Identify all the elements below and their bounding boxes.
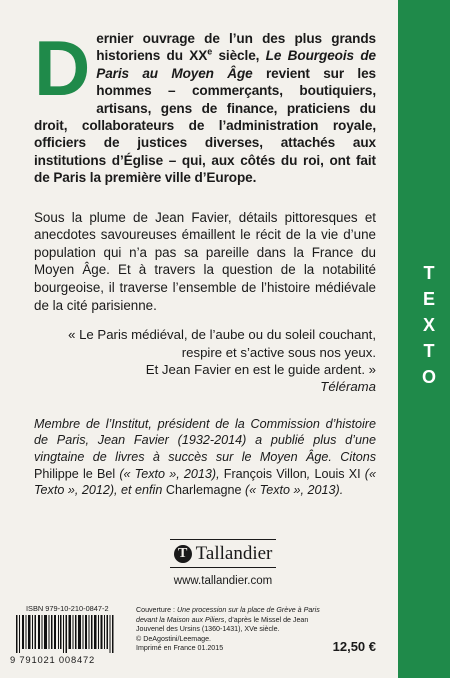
price: 12,50 €: [332, 639, 376, 654]
bio-text: (« Texto », 2013),: [115, 466, 224, 481]
quote-source: Télérama: [320, 379, 376, 395]
quote-line: Et Jean Favier en est le guide ardent. »: [145, 362, 376, 378]
bio-text: (« Texto », 2012), et enfin: [34, 466, 377, 498]
publisher-logo: [170, 539, 277, 568]
blurb: [34, 24, 377, 499]
barcode-block: [10, 604, 126, 672]
publisher-website: www.tallandier.com: [173, 575, 273, 587]
collection-name: [418, 262, 440, 388]
credits-caption: Une procession sur la place de Grève à Paris devant la Maison aux Piliers: [136, 606, 320, 624]
intro-text-1: ernier ouvrage de l’un des plus grands historiens du XX: [96, 31, 376, 64]
drop-cap: D: [34, 24, 91, 112]
barcode-icon: [10, 615, 120, 653]
credits-label: Couverture :: [136, 606, 178, 614]
century-superscript: e: [207, 46, 213, 57]
collection-letter: O: [421, 367, 436, 387]
quote-line: « Le Paris médiéval, de l’aube ou du soleil couchant,: [68, 327, 376, 343]
intro-text-2: siècle,: [212, 48, 266, 64]
book-reference: Charlemagne: [165, 483, 242, 498]
barcode-digits: 791021: [19, 654, 56, 665]
publisher-block: [148, 539, 298, 587]
author-bio: [34, 416, 376, 499]
press-quote: [34, 326, 376, 396]
collection-letter: T: [423, 263, 435, 283]
isbn: ISBN 979-10-210-0847-2: [26, 604, 109, 613]
barcode-number: [10, 654, 126, 665]
collection-letter: T: [423, 341, 435, 361]
bio-text: ,: [306, 466, 315, 481]
tallandier-logo-icon: T: [174, 545, 192, 563]
cover-credits: [136, 606, 324, 654]
barcode-digit: 9: [10, 654, 17, 665]
credits-printed: Imprimé en France 01.2015: [136, 644, 224, 653]
barcode-digits: 008472: [58, 654, 96, 665]
book-reference: Louis XI: [314, 466, 361, 481]
book-reference: François Villon: [223, 466, 307, 481]
credits-copyright: © DeAgostini/Leemage.: [136, 634, 212, 643]
book-title: Le Bourgeois de Paris au Moyen Âge: [96, 48, 376, 81]
bio-text: Membre de l’Institut, président de la Commission d’histoire de Paris, Jean Favier (1932-2014) a publié plus d’une vingtaine de livres à succès sur le Moyen Âge. Citons: [34, 416, 376, 465]
body-paragraph: Sous la plume de Jean Favier, détails pittoresques et anecdotes savoureuses émaillent le récit de la vie d’une population qui n’a pas sa pareille dans la France du Moyen Âge. Et à travers la question de la notabilité bourgeoise, il traverse l’ensemble de l’histoire médiévale de la cité parisienne.: [34, 209, 376, 313]
publisher-name: Tallandier: [195, 543, 273, 564]
quote-line: respire et s’active sous nos yeux.: [181, 344, 376, 360]
book-reference: Philippe le Bel: [34, 466, 116, 481]
bio-text: (« Texto », 2013).: [241, 483, 344, 498]
intro-paragraph: [34, 24, 376, 187]
collection-letter: E: [422, 289, 435, 309]
credits-text: , d’après le Missel de Jean Jouvenel des Ursins (1360-1431), XVe siècle.: [136, 615, 309, 634]
collection-letter: X: [422, 315, 435, 335]
intro-text-3: revient sur les hommes – commerçants, boutiquiers, artisans, gens de finance, praticiens du droit, collaborateurs de l’administration royale, officiers de justices diverses, attachés aux institutions d’Église – qui, aux côtés du roi, ont fait de Paris la première ville d’Europe.: [34, 65, 376, 186]
